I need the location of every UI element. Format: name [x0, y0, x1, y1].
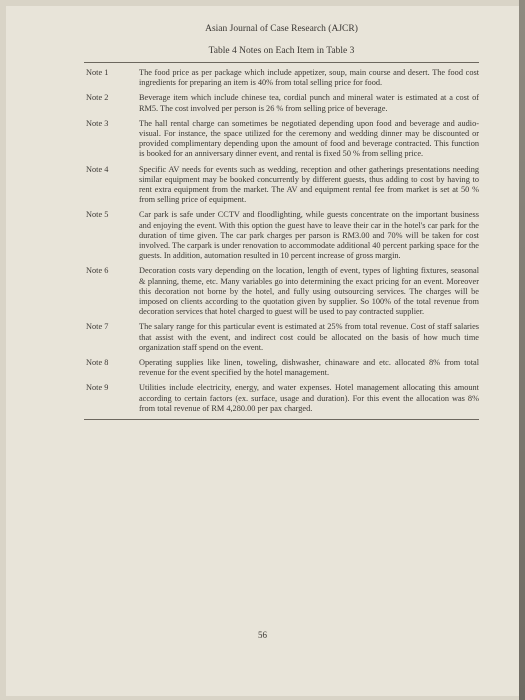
note-text: The salary range for this particular event is estimated at 25% from total revenue. Cost of staff salaries that assist with the event, and indirect cost could be allocated on the basis of how much time organization staff spend on the event. — [139, 322, 479, 352]
table-row — [84, 266, 479, 317]
table-bottom-rule — [84, 419, 479, 420]
note-text: The food price as per package which include appetizer, soup, main course and desert. The food cost ingredients for preparing an item is 40% from total selling price for food. — [139, 68, 479, 88]
note-text: The hall rental charge can sometimes be negotiated depending upon food and beverage and audio-visual. For instance, the space utilized for the ceremony and wedding dinner may be discounted or provided complimentary depending upon the amount of food and beverage contracted. This function is booked for an anniversary dinner event, and rental is fixed 50 % from selling price. — [139, 118, 479, 159]
note-label: Note 3 — [86, 118, 109, 128]
table-row — [84, 210, 479, 261]
note-label: Note 1 — [86, 68, 109, 77]
table-row — [84, 358, 479, 378]
note-text: Operating supplies like linen, toweling, dishwasher, chinaware and etc. allocated 8% from total revenue for the event specified by the hotel management. — [139, 358, 479, 378]
journal-header: Asian Journal of Case Research (AJCR) — [205, 24, 358, 34]
table-row — [84, 119, 479, 160]
note-text: Decoration costs vary depending on the location, length of event, types of lighting fixtures, seasonal & planning, theme, etc. Many variables go into determining the exact pricing for an event. Moreover this decoration not borne by the hotel, and fully using outsourcing services. The charges will be imposed on clients according to the quotation given by supplier. So 100% of the total revenue from decoration services that hotel charged to guest will be used to pay contracted supplier. — [139, 266, 479, 317]
table-row — [84, 165, 479, 206]
notes-table — [84, 68, 479, 414]
document-page — [6, 6, 519, 696]
note-label: Note 4 — [86, 164, 109, 174]
note-label: Note 8 — [86, 358, 109, 368]
page-edge — [519, 0, 525, 700]
note-label: Note 9 — [86, 383, 109, 393]
note-text: Beverage item which include chinese tea, cordial punch and mineral water is estimated at a cost of RM5. The cost involved per person is 26 % from selling price of beverage. — [139, 93, 479, 113]
note-text: Utilities include electricity, energy, and water expenses. Hotel management allocating this amount according to certain factors (ex. surface, usage and duration). For this event the allocation was 8% from total revenue of RM 4,280.00 per pax charged. — [139, 383, 479, 413]
note-label: Note 7 — [86, 322, 109, 332]
page-number: 56 — [258, 630, 267, 640]
note-label: Note 2 — [86, 93, 109, 103]
table-row — [84, 68, 479, 88]
table-row — [84, 383, 479, 414]
table-top-rule — [84, 62, 479, 63]
note-label: Note 5 — [86, 210, 109, 220]
note-text: Car park is safe under CCTV and floodlighting, while guests concentrate on the important business and enjoying the event. With this option the guest have to leave their car in the hotel's car park for the duration of time given. The car park charges per parson is RM3.00 and 70% will be taken for cost involved. The carpark is under renovation to accommodate additional 40 percent parking space for the guests. In addition, automation resulted in 10 percent increase of gross margin. — [139, 210, 479, 261]
table-title: Table 4 Notes on Each Item in Table 3 — [208, 46, 355, 56]
note-text: Specific AV needs for events such as wedding, reception and other gatherings presentations needing similar equipment may be booked concurrently by different guests, thus adding to cost by having to rent extra equipment from the market. The AV and equipment rental fee from market is set at 50 % from selling price of equipment. — [139, 164, 479, 205]
table-row — [84, 93, 479, 113]
table-row — [84, 322, 479, 353]
note-label: Note 6 — [86, 266, 109, 276]
